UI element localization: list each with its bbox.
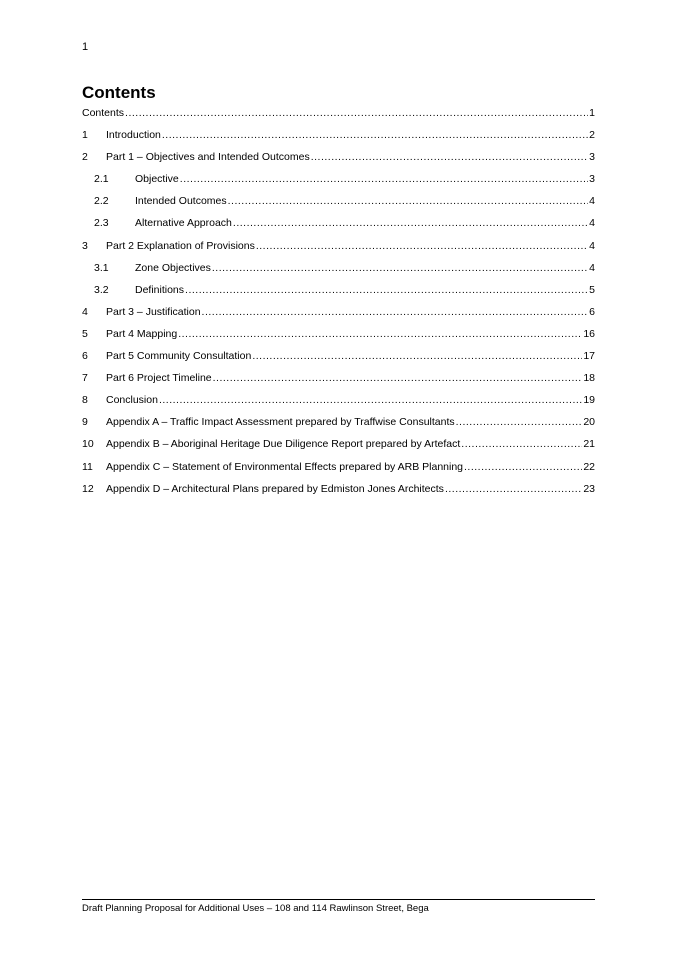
toc-entry-title: Part 3 – Justification (106, 305, 201, 318)
toc-dot-leader (445, 481, 582, 498)
toc-entry-title: Part 6 Project Timeline (106, 372, 212, 385)
toc-entry-number: 8 (82, 394, 88, 407)
toc-entry-number: 3.1 (94, 261, 109, 274)
toc-entry-part-5[interactable] (82, 348, 595, 370)
toc-entry-contents[interactable] (82, 105, 595, 127)
toc-dot-leader (461, 436, 582, 453)
toc-entry-page: 21 (583, 438, 595, 451)
toc-entry-page: 3 (589, 173, 595, 186)
toc-dot-leader (311, 149, 588, 166)
toc-entry-part-2[interactable] (82, 238, 595, 260)
toc-entry-appendix-d[interactable] (82, 481, 595, 503)
toc-dot-leader (228, 193, 589, 210)
toc-entry-number: 3 (82, 239, 88, 252)
toc-entry-title: Definitions (135, 283, 185, 296)
toc-entry-page: 17 (583, 350, 595, 363)
toc-entry-number: 5 (82, 327, 88, 340)
toc-entry-page: 22 (583, 460, 595, 473)
toc-entry-number: 12 (82, 482, 94, 495)
toc-entry-part-1[interactable] (82, 149, 595, 171)
toc-dot-leader (464, 459, 582, 476)
toc-entry-title: Appendix B – Aboriginal Heritage Due Diligence Report prepared by Artefact (106, 438, 461, 451)
toc-dot-leader (125, 105, 588, 122)
toc-entry-number: 2.1 (94, 173, 109, 186)
toc-entry-title: Part 4 Mapping (106, 327, 178, 340)
toc-entry-title: Objective (135, 173, 179, 186)
toc-entry-introduction[interactable] (82, 127, 595, 149)
toc-entry-page: 3 (589, 151, 595, 164)
toc-entry-title: Intended Outcomes (135, 195, 227, 208)
toc-entry-number: 11 (82, 460, 93, 473)
toc-entry-alternative-approach[interactable] (82, 215, 595, 237)
toc-entry-number: 6 (82, 350, 88, 363)
toc-entry-page: 5 (589, 283, 595, 296)
toc-entry-page: 18 (583, 372, 595, 385)
table-of-contents (82, 105, 595, 503)
footer-divider (82, 899, 595, 900)
toc-entry-title: Appendix A – Traffic Impact Assessment prepared by Traffwise Consultants (106, 416, 455, 429)
toc-entry-number: 1 (82, 129, 88, 142)
toc-entry-number: 3.2 (94, 283, 109, 296)
toc-entry-page: 20 (583, 416, 595, 429)
toc-entry-appendix-b[interactable] (82, 436, 595, 458)
toc-entry-title: Alternative Approach (135, 217, 232, 230)
toc-entry-page: 16 (583, 327, 595, 340)
toc-entry-page: 4 (589, 217, 595, 230)
toc-entry-number: 9 (82, 416, 88, 429)
toc-entry-page: 2 (589, 129, 595, 142)
toc-entry-zone-objectives[interactable] (82, 260, 595, 282)
toc-entry-title: Part 1 – Objectives and Intended Outcomes (106, 151, 310, 164)
toc-entry-number: 10 (82, 438, 94, 451)
toc-dot-leader (252, 348, 582, 365)
toc-entry-title: Zone Objectives (135, 261, 211, 274)
toc-entry-page: 4 (589, 239, 595, 252)
toc-dot-leader (180, 171, 588, 188)
toc-entry-number: 4 (82, 305, 88, 318)
toc-entry-number: 2.2 (94, 195, 109, 208)
toc-dot-leader (256, 238, 588, 255)
toc-dot-leader (233, 215, 588, 232)
toc-dot-leader (213, 370, 583, 387)
toc-entry-title: Part 5 Community Consultation (106, 350, 252, 363)
toc-entry-title: Part 2 Explanation of Provisions (106, 239, 255, 252)
toc-heading: Contents (82, 83, 156, 102)
toc-dot-leader (456, 414, 583, 431)
toc-entry-page: 4 (589, 195, 595, 208)
toc-entry-intended-outcomes[interactable] (82, 193, 595, 215)
page-number: 1 (82, 41, 89, 53)
toc-dot-leader (212, 260, 588, 277)
toc-entry-page: 19 (583, 394, 595, 407)
toc-entry-title: Appendix D – Architectural Plans prepared by Edmiston Jones Architects (106, 482, 444, 495)
toc-entry-number: 2 (82, 151, 88, 164)
toc-dot-leader (185, 282, 588, 299)
toc-dot-leader (178, 326, 582, 343)
toc-dot-leader (202, 304, 589, 321)
toc-entry-appendix-c[interactable] (82, 459, 595, 481)
toc-entry-title: Contents (82, 107, 125, 119)
toc-entry-definitions[interactable] (82, 282, 595, 304)
toc-entry-page: 1 (589, 107, 595, 119)
toc-entry-conclusion[interactable] (82, 392, 595, 414)
footer-text: Draft Planning Proposal for Additional Uses – 108 and 114 Rawlinson Street, Bega (82, 903, 429, 914)
toc-entry-number: 2.3 (94, 217, 109, 230)
toc-entry-appendix-a[interactable] (82, 414, 595, 436)
toc-entry-part-6[interactable] (82, 370, 595, 392)
toc-entry-page: 6 (589, 305, 595, 318)
toc-entry-number: 7 (82, 372, 88, 385)
toc-dot-leader (162, 127, 588, 144)
toc-entry-part-3[interactable] (82, 304, 595, 326)
toc-entry-title: Appendix C – Statement of Environmental Effects prepared by ARB Planning (106, 460, 464, 473)
toc-entry-part-4[interactable] (82, 326, 595, 348)
toc-entry-objective[interactable] (82, 171, 595, 193)
toc-entry-page: 4 (589, 261, 595, 274)
toc-entry-title: Conclusion (106, 394, 158, 407)
toc-entry-title: Introduction (106, 129, 161, 142)
toc-dot-leader (159, 392, 582, 409)
toc-entry-page: 23 (583, 482, 595, 495)
